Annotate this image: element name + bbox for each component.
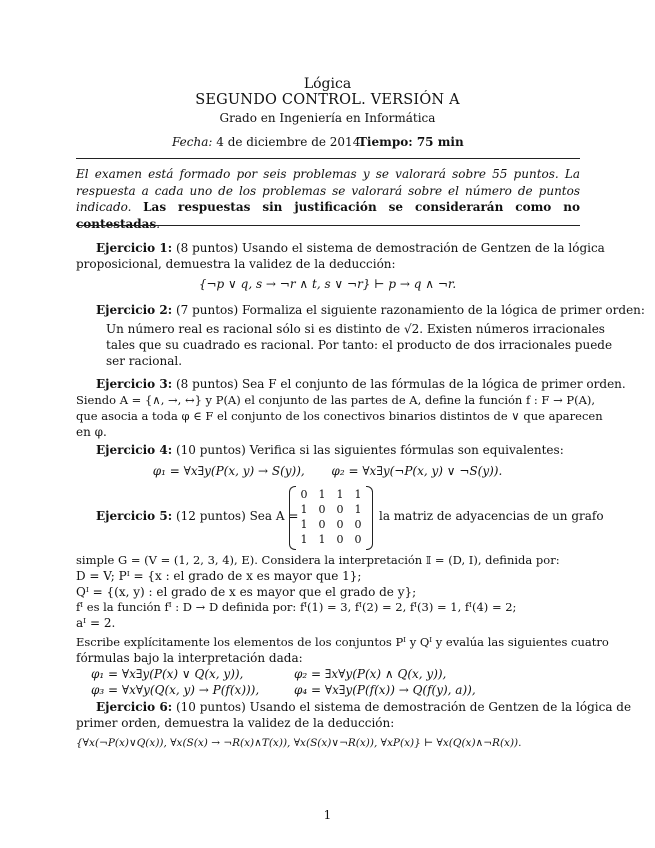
exercise-5-line-2: simple G = (V = (1, 2, 3, 4), E). Considera la interpretación 𝕀 = (D, I), definida por:	[76, 553, 560, 567]
instructions-end: .	[156, 216, 161, 231]
exercise-6-line-2: primer orden, demuestra la validez de la deducción:	[76, 716, 395, 730]
exercise-5-after-matrix: la matriz de adyacencias de un grafo	[379, 509, 604, 523]
exercise-2-quote-1: Un número real es racional sólo si es distinto de √2. Existen números irracionales	[106, 322, 605, 336]
matrix-row-1	[289, 488, 373, 501]
exercise-6-line-1	[96, 700, 631, 714]
exercise-5-line-5: fᴵ es la función fᴵ : D → D definida por: fᴵ(1) = 3, fᴵ(2) = 2, fᴵ(3) = 1, fᴵ(4) = 2;	[76, 600, 517, 614]
matrix-cell: 0	[354, 533, 362, 546]
exam-title: SEGUNDO CONTROL. VERSIÓN A	[195, 92, 460, 108]
matrix-cell: 1	[354, 488, 362, 501]
instructions-italic: El examen está formado por seis problemas y se valorará sobre 55 puntos. La respuesta a cada uno de los problemas se valorará sobre el número de puntos indicado.	[76, 167, 580, 214]
exercise-3-line-4: en φ.	[76, 425, 107, 439]
matrix-cell: 0	[354, 518, 362, 531]
matrix-row-2	[289, 503, 373, 516]
exercise-3-line-2: Siendo A = {∧, →, ↔} y P(A) el conjunto de las partes de A, define la función f : F → P(A),	[76, 393, 596, 407]
exercise-2-text: (7 puntos) Formaliza el siguiente razonamiento de la lógica de primer orden:	[175, 303, 645, 317]
exam-time: Tiempo: 75 min	[358, 135, 464, 149]
degree-program: Grado en Ingeniería en Informática	[219, 111, 436, 125]
matrix-cell: 0	[300, 488, 308, 501]
exam-instructions	[76, 166, 580, 232]
exercise-2-label: Ejercicio 2:	[96, 303, 173, 317]
exercise-1-text: (8 puntos) Usando el sistema de demostración de Gentzen de la lógica	[175, 241, 605, 255]
matrix-cell: 0	[336, 503, 344, 516]
exercise-5-line-4: Qᴵ = {(x, y) : el grado de x es mayor que el grado de y};	[76, 585, 417, 599]
exercise-3-line-3: que asocia a toda φ ∈ F el conjunto de los conectivos binarios distintos de ∨ que aparecen	[76, 409, 603, 423]
matrix-cell: 1	[300, 503, 308, 516]
matrix-cell: 1	[318, 533, 326, 546]
exercise-1-label: Ejercicio 1:	[96, 241, 173, 255]
exercise-3-line-1	[96, 377, 626, 391]
exercise-6-text: (10 puntos) Usando el sistema de demostración de Gentzen de la lógica de	[175, 700, 632, 714]
exercise-6-label: Ejercicio 6:	[96, 700, 173, 714]
exercise-5-formula-2: φ₂ = ∃x∀y(P(x) ∧ Q(x, y)),	[294, 667, 447, 681]
matrix-cell: 1	[354, 503, 362, 516]
exercise-2-line-1	[96, 303, 645, 317]
exercise-5-formula-4: φ₄ = ∀x∃y(P(f(x)) → Q(f(y), a)),	[294, 683, 476, 697]
course-title: Lógica	[303, 76, 352, 92]
divider-bottom	[76, 225, 580, 226]
matrix-cell: 0	[318, 518, 326, 531]
exercise-4-text: (10 puntos) Verifica si las siguientes fórmulas son equivalentes:	[175, 443, 564, 457]
matrix-row-3	[289, 518, 373, 531]
exercise-1-line-1	[96, 241, 605, 255]
adjacency-matrix	[289, 486, 373, 548]
divider-top	[76, 158, 580, 159]
exercise-5-formula-3: φ₃ = ∀x∀y(Q(x, y) → P(f(x))),	[91, 683, 260, 697]
exercise-5-text: (12 puntos) Sea A =	[175, 509, 299, 523]
exercise-4-label: Ejercicio 4:	[96, 443, 173, 457]
page-number: 1	[323, 808, 332, 822]
exercise-5-line-3: D = V; Pᴵ = {x : el grado de x es mayor que 1};	[76, 569, 362, 583]
matrix-cell: 0	[336, 533, 344, 546]
exercise-5-label: Ejercicio 5:	[96, 509, 173, 523]
exercise-5-line-8: fórmulas bajo la interpretación dada:	[76, 651, 303, 665]
instructions-bold: Las respuestas sin justificación se considerarán como no contestadas	[76, 200, 580, 231]
matrix-cell: 1	[336, 488, 344, 501]
date-label: Fecha:	[172, 135, 213, 149]
exercise-4-line-1	[96, 443, 564, 457]
exercise-1-line-2: proposicional, demuestra la validez de la deducción:	[76, 257, 396, 271]
exercise-6-formula: {∀x(¬P(x)∨Q(x)), ∀x(S(x) → ¬R(x)∧T(x)), ∀x(S(x)∨¬R(x)), ∀xP(x)} ⊢ ∀x(Q(x)∧¬R(x)).	[76, 737, 522, 749]
matrix-cell: 0	[318, 503, 326, 516]
exam-date	[172, 135, 360, 149]
exercise-5-line-6: aᴵ = 2.	[76, 616, 116, 630]
date-value: 4 de diciembre de 2014	[216, 135, 361, 149]
exercise-1-formula: {¬p ∨ q, s → ¬r ∧ t, s ∨ ¬r} ⊢ p → q ∧ ¬r.	[198, 277, 457, 291]
matrix-row-4	[289, 533, 373, 546]
matrix-cell: 0	[336, 518, 344, 531]
matrix-cell: 1	[300, 533, 308, 546]
exercise-3-text: (8 puntos) Sea F el conjunto de las fórmulas de la lógica de primer orden.	[175, 377, 626, 391]
exercise-2-quote-2: tales que su cuadrado es racional. Por tanto: el producto de dos irracionales puede	[106, 338, 613, 352]
exercise-2-quote-3: ser racional.	[106, 354, 183, 368]
matrix-cell: 1	[318, 488, 326, 501]
exercise-5-formula-1: φ₁ = ∀x∃y(P(x) ∨ Q(x, y)),	[91, 667, 244, 681]
exercise-5-line-1	[96, 509, 298, 523]
exercise-3-label: Ejercicio 3:	[96, 377, 173, 391]
exercise-5-line-7: Escribe explícitamente los elementos de los conjuntos Pᴵ y Qᴵ y evalúa las siguientes cuatro	[76, 635, 609, 649]
matrix-cell: 1	[300, 518, 308, 531]
exercise-4-formulas: φ₁ = ∀x∃y(P(x, y) → S(y)), φ₂ = ∀x∃y(¬P(x, y) ∨ ¬S(y)).	[152, 464, 503, 478]
